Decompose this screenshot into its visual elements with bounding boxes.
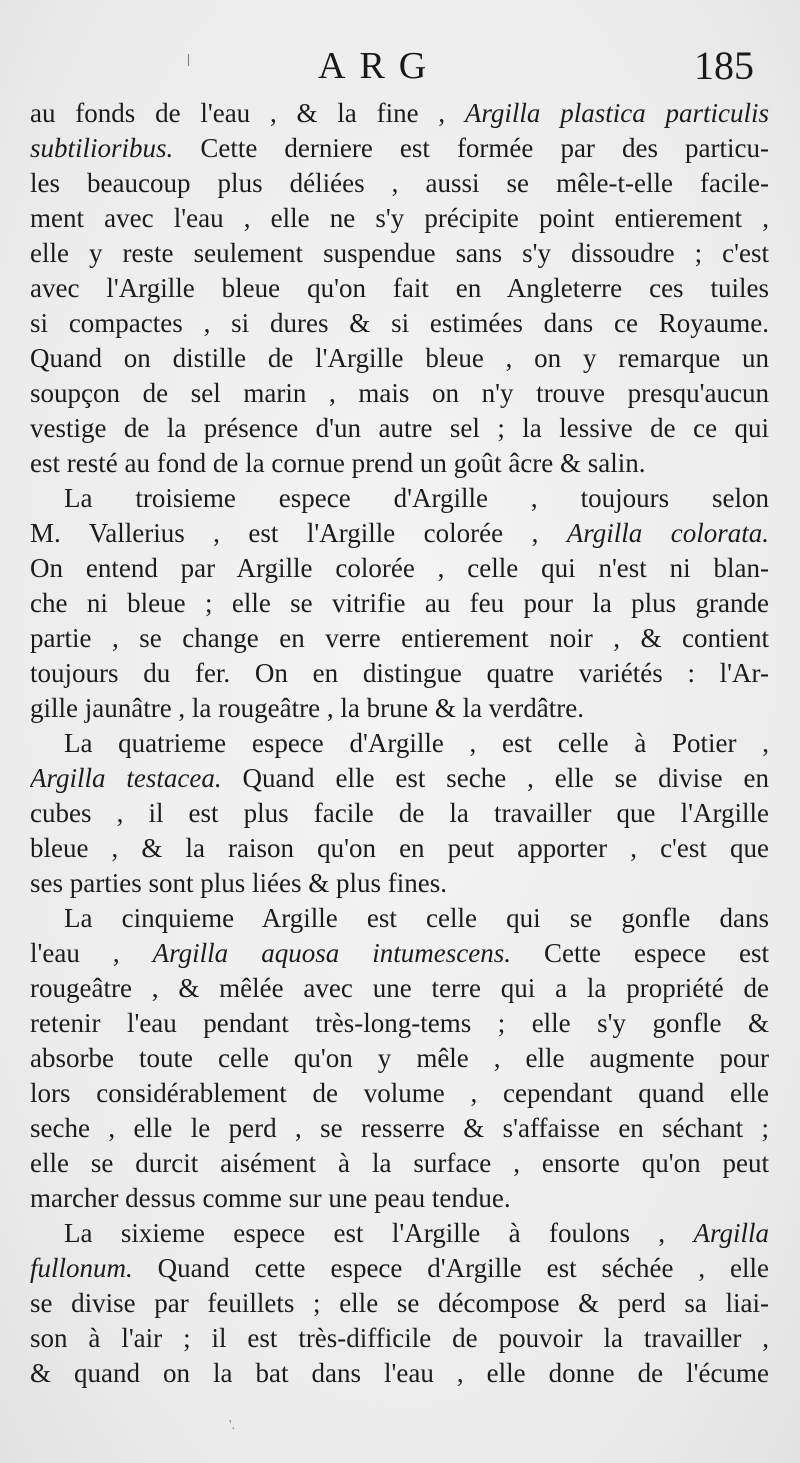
text-line (30, 1286, 769, 1321)
line-text-continued: Quand elle est seche , elle se divise en (221, 763, 769, 793)
line-text: elle y reste seulement suspendue sans s'y dissoudre ; c'est (30, 238, 769, 268)
text-line (30, 481, 769, 516)
text-line (30, 726, 769, 761)
text-line (30, 1321, 769, 1356)
text-line (30, 236, 769, 271)
line-text: bleue , & la raison qu'on en peut apporter , c'est que (30, 833, 769, 863)
text-line (30, 1181, 769, 1216)
text-line (30, 166, 769, 201)
text-line (30, 971, 769, 1006)
text-line (30, 306, 769, 341)
line-text: est resté au fond de la cornue prend un goût âcre & salin. (30, 448, 646, 478)
line-text: ses parties sont plus liées & plus fines. (30, 868, 447, 898)
line-text: La quatrieme espece d'Argille , est celle à Potier , (64, 728, 769, 758)
line-text: avec l'Argille bleue qu'on fait en Angleterre ces tuiles (30, 273, 769, 303)
line-text: La sixieme espece est l'Argille à foulons , (64, 1218, 694, 1248)
line-text: lors considérablement de volume , cependant quand elle (30, 1078, 769, 1108)
text-line (30, 936, 769, 971)
text-line (30, 376, 769, 411)
line-text: La troisieme espece d'Argille , toujours selon (64, 483, 769, 513)
line-text-continued: Cette espece est (510, 938, 769, 968)
text-line (30, 621, 769, 656)
text-line (30, 271, 769, 306)
latin-term: Argilla (693, 1218, 769, 1248)
line-text: Quand on distille de l'Argille bleue , on y remarque un (30, 343, 769, 373)
line-text: M. Vallerius , est l'Argille colorée , (30, 518, 567, 548)
latin-term: Argilla plastica particulis (464, 98, 769, 128)
line-text: l'eau , (30, 938, 153, 968)
text-line (30, 1216, 769, 1251)
text-line (30, 516, 769, 551)
line-text: La cinquieme Argille est celle qui se gonfle dans (64, 903, 769, 933)
text-line (30, 901, 769, 936)
text-line (30, 866, 769, 901)
text-line (30, 446, 769, 481)
line-text: toujours du fer. On en distingue quatre variétés : l'Ar- (30, 658, 769, 688)
text-line (30, 1251, 769, 1286)
line-text: soupçon de sel marin , mais on n'y trouve presqu'aucun (30, 378, 769, 408)
text-line (30, 1146, 769, 1181)
text-line (30, 586, 769, 621)
line-text: retenir l'eau pendant très-long-tems ; elle s'y gonfle & (30, 1008, 769, 1038)
text-line (30, 1041, 769, 1076)
text-line (30, 1356, 769, 1391)
line-text: les beaucoup plus déliées , aussi se mêle-t-elle facile- (30, 168, 769, 198)
line-text: vestige de la présence d'un autre sel ; la lessive de ce qui (30, 413, 769, 443)
line-text: seche , elle le perd , se resserre & s'affaisse en séchant ; (30, 1113, 769, 1143)
line-text: si compactes , si dures & si estimées dans ce Royaume. (30, 308, 769, 338)
footer-mark: '. (229, 1418, 236, 1433)
text-line (30, 1076, 769, 1111)
latin-term: subtilioribus. (30, 133, 174, 163)
latin-term: fullonum. (30, 1253, 133, 1283)
line-text: au fonds de l'eau , & la fine , (30, 98, 465, 128)
line-text: son à l'air ; il est très-difficile de pouvoir la travailler , (30, 1323, 769, 1353)
latin-term: Argilla colorata. (566, 518, 769, 548)
line-text-continued: Quand cette espece d'Argille est séchée , elle (132, 1253, 769, 1283)
line-text: ment avec l'eau , elle ne s'y précipite point entierement , (30, 203, 769, 233)
text-line (30, 411, 769, 446)
text-line (30, 551, 769, 586)
text-line (30, 831, 769, 866)
running-head: ARG (318, 45, 441, 87)
text-line (30, 201, 769, 236)
latin-term: Argilla aquosa intumescens. (152, 938, 511, 968)
text-line (30, 691, 769, 726)
line-text: On entend par Argille colorée , celle qui n'est ni blan- (30, 553, 769, 583)
page-header (0, 40, 800, 92)
line-text: & quand on la bat dans l'eau , elle donne de l'écume (30, 1358, 769, 1388)
line-text: partie , se change en verre entierement noir , & contient (30, 623, 769, 653)
margin-tick (188, 54, 189, 66)
text-line (30, 796, 769, 831)
line-text: marcher dessus comme sur une peau tendue. (30, 1183, 511, 1213)
page-number: 185 (694, 43, 754, 88)
text-line (30, 1006, 769, 1041)
text-line (30, 1111, 769, 1146)
text-line (30, 131, 769, 166)
body-text (30, 96, 769, 1391)
text-line (30, 96, 769, 131)
line-text: elle se durcit aisément à la surface , ensorte qu'on peut (30, 1148, 769, 1178)
latin-term: Argilla testacea. (30, 763, 222, 793)
line-text: che ni bleue ; elle se vitrifie au feu pour la plus grande (30, 588, 769, 618)
line-text: cubes , il est plus facile de la travailler que l'Argille (30, 798, 769, 828)
text-line (30, 341, 769, 376)
line-text: absorbe toute celle qu'on y mêle , elle augmente pour (30, 1043, 769, 1073)
text-line (30, 761, 769, 796)
line-text: rougeâtre , & mêlée avec une terre qui a la propriété de (30, 973, 769, 1003)
line-text: se divise par feuillets ; elle se décompose & perd sa liai- (30, 1288, 769, 1318)
text-line (30, 656, 769, 691)
line-text-continued: Cette derniere est formée par des particu- (173, 133, 769, 163)
line-text: gille jaunâtre , la rougeâtre , la brune & la verdâtre. (30, 693, 584, 723)
